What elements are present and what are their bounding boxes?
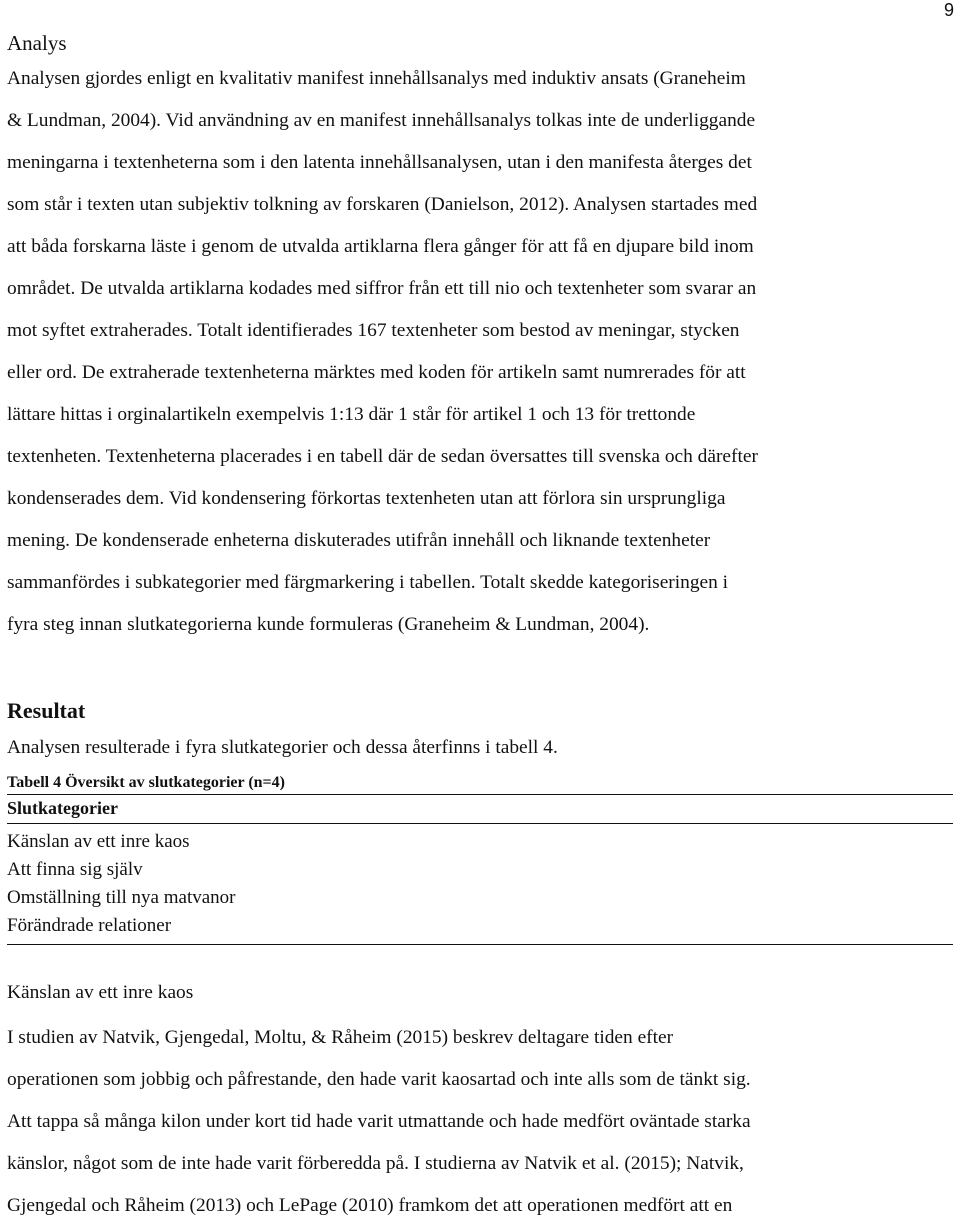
section-subheading: Känslan av ett inre kaos	[7, 982, 194, 1003]
analys-line: mot syftet extraherades. Totalt identifierades 167 textenheter som bestod av meningar, stycken	[7, 320, 740, 341]
section-line: Att tappa så många kilon under kort tid hade varit utmattande och hade medfört oväntade starka	[7, 1111, 751, 1132]
resultat-heading: Resultat	[7, 698, 86, 723]
table-header: Slutkategorier	[7, 795, 953, 824]
table-row: Förändrade relationer	[7, 912, 953, 945]
analys-line: att båda forskarna läste i genom de utvalda artiklarna flera gånger för att få en djupare bild inom	[7, 236, 754, 257]
analys-line: fyra steg innan slutkategorierna kunde formuleras (Graneheim & Lundman, 2004).	[7, 614, 650, 635]
resultat-intro: Analysen resulterade i fyra slutkategorier och dessa återfinns i tabell 4.	[7, 737, 558, 758]
analys-line: som står i texten utan subjektiv tolkning av forskaren (Danielson, 2012). Analysen startades med	[7, 194, 758, 215]
document-body	[7, 28, 953, 1227]
table-caption: Tabell 4 Översikt av slutkategorier (n=4)	[7, 772, 953, 795]
analys-heading: Analys	[7, 31, 67, 55]
analys-line: mening. De kondenserade enheterna diskuterades utifrån innehåll och liknande textenheter	[7, 530, 711, 551]
analys-line: kondenserades dem. Vid kondensering förkortas textenheten utan att förlora sin ursprungliga	[7, 488, 726, 509]
section-paragraph	[7, 1017, 953, 1227]
analys-line: eller ord. De extraherade textenheterna märktes med koden för artikeln samt numrerades för att	[7, 362, 746, 383]
section-line: I studien av Natvik, Gjengedal, Moltu, & Råheim (2015) beskrev deltagare tiden efter	[7, 1027, 674, 1048]
analys-line: Analysen gjordes enligt en kvalitativ manifest innehållsanalys med induktiv ansats (Graneheim	[7, 68, 746, 89]
analys-line: området. De utvalda artiklarna kodades med siffror från ett till nio och textenheter som svarar an	[7, 278, 757, 299]
section-line: känslor, något som de inte hade varit förberedda på. I studierna av Natvik et al. (2015); Natvik,	[7, 1153, 744, 1174]
analys-line: textenheten. Textenheterna placerades i en tabell där de sedan översattes till svenska och därefter	[7, 446, 758, 467]
section-line: Gjengedal och Råheim (2013) och LePage (2010) framkom det att operationen medfört att en	[7, 1195, 733, 1216]
slutkategorier-table	[7, 795, 953, 945]
table-row: Att finna sig själv	[7, 859, 143, 880]
section-line: operationen som jobbig och påfrestande, den hade varit kaosartad och inte alls som de tänkt sig.	[7, 1069, 751, 1090]
table-row: Känslan av ett inre kaos	[7, 831, 190, 852]
analys-paragraph	[7, 58, 953, 646]
analys-line: & Lundman, 2004). Vid användning av en manifest innehållsanalys tolkas inte de underliggande	[7, 110, 756, 131]
analys-line: lättare hittas i orginalartikeln exempelvis 1:13 där 1 står för artikel 1 och 13 för trettonde	[7, 404, 696, 425]
analys-line: sammanfördes i subkategorier med färgmarkering i tabellen. Totalt skedde kategoriseringen i	[7, 572, 729, 593]
page-number: 9	[943, 0, 954, 20]
table-row: Omställning till nya matvanor	[7, 887, 236, 908]
analys-line: meningarna i textenheterna som i den latenta innehållsanalysen, utan i den manifesta återges det	[7, 152, 752, 173]
